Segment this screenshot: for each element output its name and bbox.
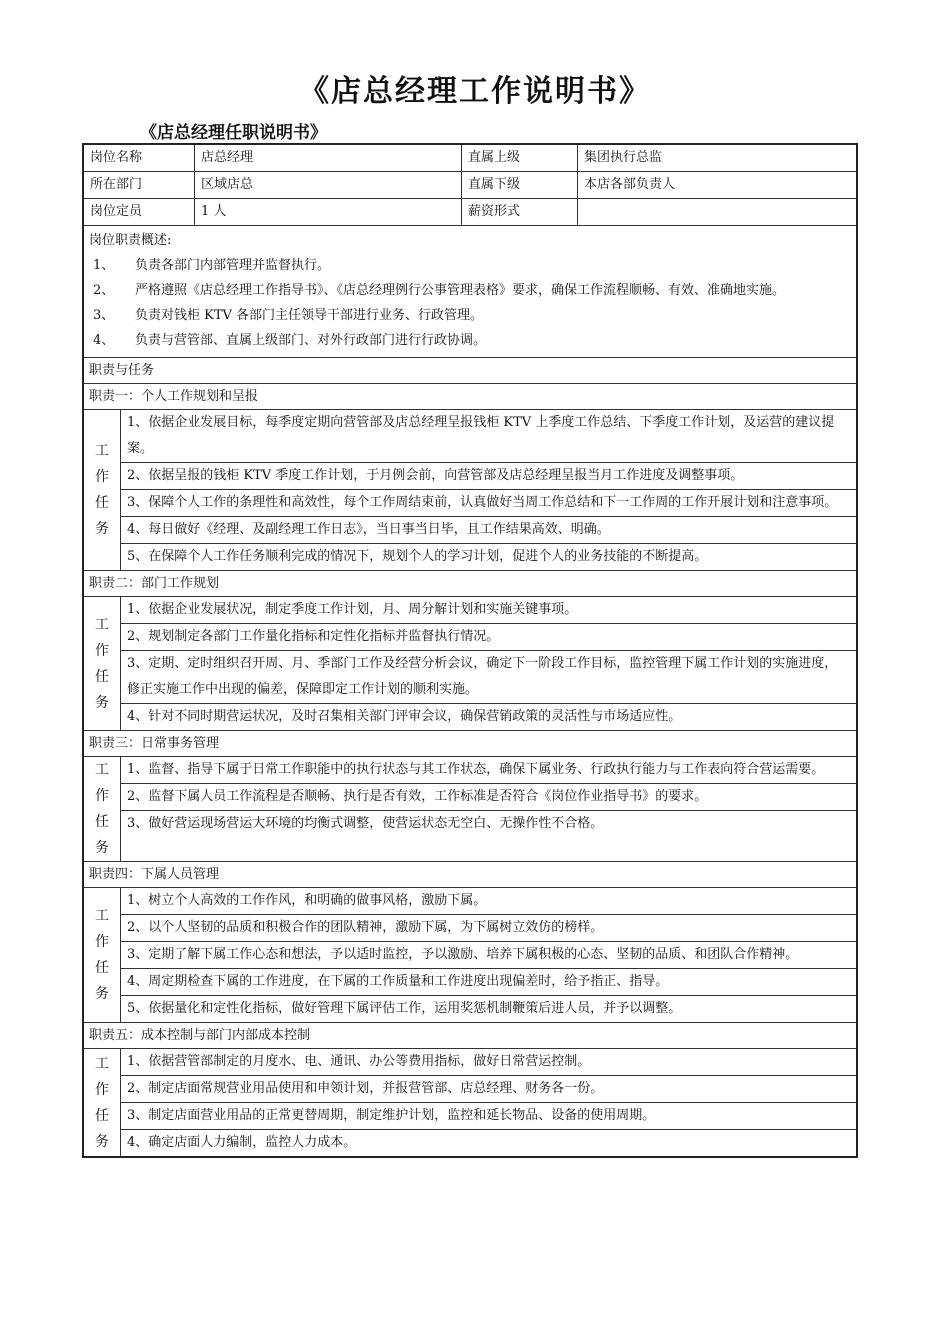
task-side-label — [84, 888, 121, 1022]
overview-item-text: 负责对钱柜 KTV 各部门主任领导干部进行业务、行政管理。 — [135, 308, 484, 323]
info-row — [84, 199, 856, 226]
info-value: 区域店总 — [195, 172, 462, 198]
task-item: 4、每日做好《经理、及副经理工作日志》，当日事当日毕，且工作结果高效、明确。 — [121, 517, 856, 544]
duty-task-block — [84, 410, 856, 571]
task-item: 4、针对不同时期营运状况，及时召集相关部门评审会议，确保营销政策的灵活性与市场适应性。 — [127, 709, 682, 724]
info-value: 1 人 — [195, 199, 462, 225]
info-value: 店总经理 — [195, 145, 462, 171]
overview-item-number: 2、 — [93, 283, 115, 298]
overview-item — [89, 328, 851, 353]
task-item: 2、监督下属人员工作流程是否顺畅、执行是否有效，工作标准是否符合《岗位作业指导书》的要求。 — [121, 784, 856, 811]
task-item: 1、依据营管部制定的月度水、电、通讯、办公等费用指标，做好日常营运控制。 — [121, 1049, 856, 1076]
task-side-text: 工作任务 — [95, 1055, 109, 1150]
task-list — [121, 888, 856, 1022]
task-side-label — [84, 1049, 121, 1156]
task-item: 2、以个人坚韧的品质和积极合作的团队精神，激励下属，为下属树立效仿的榜样。 — [121, 915, 856, 942]
info-label: 岗位名称 — [84, 145, 195, 171]
task-list — [121, 757, 856, 861]
overview-section — [84, 226, 856, 358]
task-side-text: 工作任务 — [95, 762, 109, 856]
task-item: 5、在保障个人工作任务顺利完成的情况下，规划个人的学习计划，促进个人的业务技能的不断提高。 — [127, 549, 708, 564]
task-item: 3、定期了解下属工作心态和想法，予以适时监控，予以激励、培养下属积极的心态、坚韧的品质、和团队合作精神。 — [121, 942, 856, 969]
overview-item-number: 1、 — [93, 258, 115, 273]
task-item: 1、依据企业发展目标，每季度定期向营管部及店总经理呈报钱柜 KTV 上季度工作总结、下季度工作计划，及运营的建议提案。 — [121, 410, 856, 463]
task-item: 3、制定店面营业用品的正常更替周期，制定维护计划，监控和延长物品、设备的使用周期。 — [121, 1103, 856, 1130]
task-item: 3、做好营运现场营运大环境的均衡式调整，使营运状态无空白、无操作性不合格。 — [127, 816, 604, 831]
task-side-text: 工作任务 — [95, 443, 109, 537]
task-side-label — [84, 757, 121, 861]
task-item: 2、制定店面常规营业用品使用和申领计划，并报营管部、店总经理、财务各一份。 — [121, 1076, 856, 1103]
info-label: 直属下级 — [462, 172, 578, 198]
task-list — [121, 410, 856, 570]
task-item: 4、周定期检查下属的工作进度，在下属的工作质量和工作进度出现偏差时，给予指正、指导。 — [121, 969, 856, 996]
duty-heading: 职责一：个人工作规划和呈报 — [84, 384, 856, 410]
overview-item-number: 4、 — [93, 333, 115, 348]
overview-item-number: 3、 — [93, 308, 115, 323]
task-item: 5、依据量化和定性化指标，做好管理下属评估工作，运用奖惩机制鞭策后进人员，并予以调整。 — [127, 1001, 682, 1016]
duties-container — [84, 384, 856, 1156]
info-row — [84, 145, 856, 172]
overview-item-text: 负责与营管部、直属上级部门、对外行政部门进行行政协调。 — [135, 333, 487, 348]
task-side-label — [84, 597, 121, 730]
overview-item — [89, 253, 851, 278]
task-item: 3、保障个人工作的条理性和高效性，每个工作周结束前，认真做好当周工作总结和下一工作周的工作开展计划和注意事项。 — [121, 490, 856, 517]
duty-task-block — [84, 597, 856, 731]
info-label: 直属上级 — [462, 145, 578, 171]
task-item: 2、依据呈报的钱柜 KTV 季度工作计划，于月例会前，向营管部及店总经理呈报当月工作进度及调整事项。 — [121, 463, 856, 490]
duty-task-block — [84, 1049, 856, 1156]
duties-heading: 职责与任务 — [84, 358, 856, 384]
task-list — [121, 597, 856, 730]
task-item: 2、规划制定各部门工作量化指标和定性化指标并监督执行情况。 — [121, 624, 856, 651]
overview-item — [89, 303, 851, 328]
task-item: 1、树立个人高效的工作作风，和明确的做事风格，激励下属。 — [121, 888, 856, 915]
task-item: 3、定期、定时组织召开周、月、季部门工作及经营分析会议，确定下一阶段工作目标，监控管理下属工作计划的实施进度，修正实施工作中出现的偏差，保障即定工作计划的顺利实施。 — [121, 651, 856, 704]
page-title: 《店总经理工作说明书》 — [299, 74, 651, 109]
document-subtitle: 《店总经理任职说明书》 — [140, 123, 327, 143]
overview-heading: 岗位职责概述: — [89, 233, 172, 248]
task-item: 4、确定店面人力编制，监控人力成本。 — [127, 1135, 357, 1150]
overview-item-text: 严格遵照《店总经理工作指导书》、《店总经理例行公事管理表格》要求，确保工作流程顺畅、有效、准确地实施。 — [135, 283, 786, 298]
info-value: 集团执行总监 — [584, 150, 663, 165]
duty-heading: 职责二：部门工作规划 — [84, 571, 856, 597]
info-label: 岗位定员 — [84, 199, 195, 225]
info-row — [84, 172, 856, 199]
task-item: 1、依据企业发展状况，制定季度工作计划，月、周分解计划和实施关键事项。 — [121, 597, 856, 624]
job-description-table — [82, 143, 858, 1158]
duty-heading: 职责三：日常事务管理 — [84, 731, 856, 757]
info-label: 薪资形式 — [462, 199, 578, 225]
task-side-text: 工作任务 — [95, 616, 109, 711]
duty-heading: 职责五：成本控制与部门内部成本控制 — [84, 1023, 856, 1049]
overview-item-text: 负责各部门内部管理并监督执行。 — [135, 258, 331, 273]
duty-task-block — [84, 757, 856, 862]
task-side-label — [84, 410, 121, 570]
overview-item — [89, 278, 851, 303]
info-value: 本店各部负责人 — [584, 177, 676, 192]
task-side-text: 工作任务 — [95, 908, 109, 1002]
info-label: 所在部门 — [84, 172, 195, 198]
duty-task-block — [84, 888, 856, 1023]
info-value — [578, 199, 856, 225]
task-item: 1、监督、指导下属于日常工作职能中的执行状态与其工作状态，确保下属业务、行政执行能力与工作表向符合营运需要。 — [121, 757, 856, 784]
duty-heading: 职责四：下属人员管理 — [84, 862, 856, 888]
task-list — [121, 1049, 856, 1156]
